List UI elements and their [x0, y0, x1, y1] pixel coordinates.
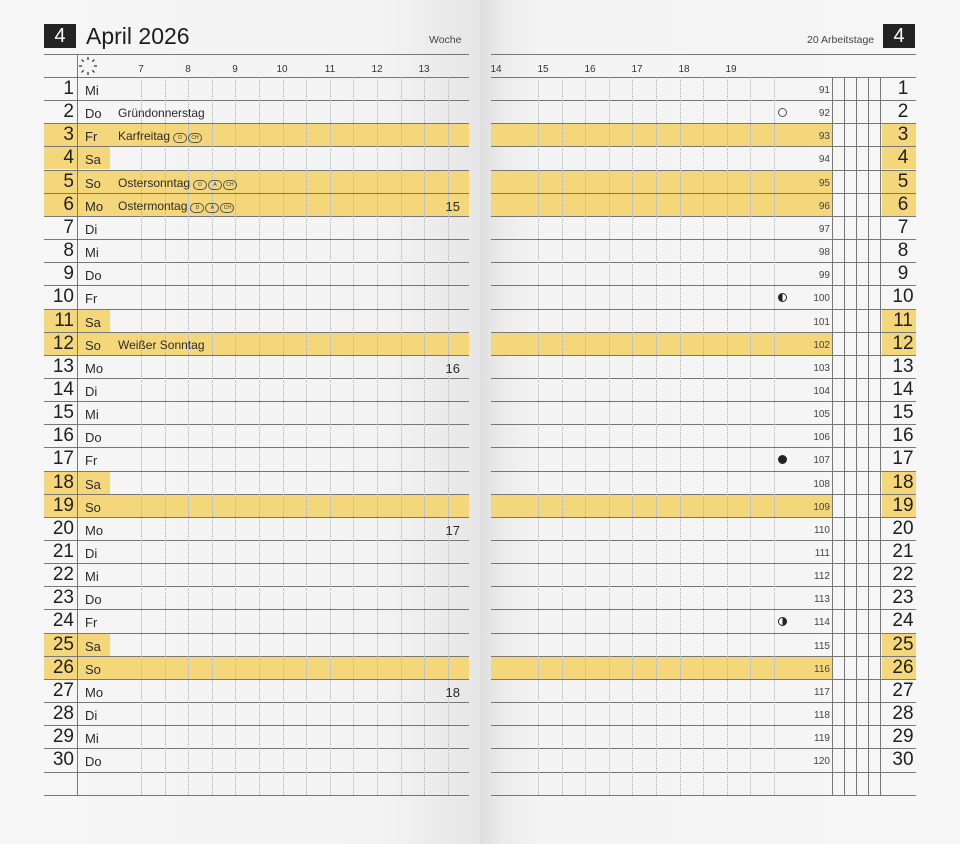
hour-label: 15 [537, 64, 549, 75]
day-number: 6 [63, 193, 74, 215]
hour-label: 18 [678, 64, 690, 75]
weekday-name: Mi [85, 245, 99, 261]
hour-label: 7 [138, 64, 144, 75]
day-number: 29 [52, 726, 74, 748]
month-number-badge-right: 4 [883, 24, 915, 48]
rule-line [491, 54, 916, 55]
rule-line [44, 633, 469, 634]
rule-line [832, 77, 833, 795]
holiday-name [118, 102, 205, 124]
last-quarter-moon-icon [778, 293, 787, 302]
day-number: 23 [52, 587, 74, 609]
rule-line [44, 355, 469, 356]
half-hour-line [656, 77, 657, 795]
hour-label: 17 [631, 64, 643, 75]
rule-line [44, 586, 469, 587]
rule-line [44, 54, 469, 55]
day-of-year: 104 [813, 385, 830, 397]
day-of-year: 94 [818, 154, 830, 166]
region-badges [192, 172, 237, 194]
rule-line [44, 216, 469, 217]
holiday-label: Ostermontag [118, 198, 188, 213]
weekday-name: Di [85, 546, 98, 561]
weekday-name: Mo [85, 684, 104, 700]
holiday-label: Ostersonntag [118, 175, 191, 190]
week-label: Woche [429, 34, 462, 46]
rule-line [77, 54, 78, 795]
day-number-right: 30 [892, 749, 914, 771]
day-number: 3 [63, 124, 74, 146]
day-number-right: 18 [892, 471, 914, 493]
day-of-year: 101 [813, 316, 830, 328]
month-number-badge: 4 [44, 24, 76, 48]
rule-line [44, 401, 469, 402]
weekday-name: Sa [85, 314, 101, 330]
rule-line [491, 795, 916, 796]
half-hour-line [401, 77, 402, 795]
day-number-right: 10 [892, 286, 914, 308]
hour-label: 8 [185, 64, 191, 75]
day-number: 4 [63, 147, 74, 169]
rule-line [44, 447, 469, 448]
day-of-year: 117 [814, 686, 830, 698]
hour-label: 13 [418, 64, 430, 75]
day-number-right: 24 [892, 610, 914, 632]
day-number: 14 [52, 378, 74, 400]
day-of-year: 109 [813, 501, 830, 513]
highlight-band [44, 171, 469, 193]
day-number: 18 [52, 471, 74, 493]
rule-line [44, 656, 469, 657]
rule-line [44, 262, 469, 263]
day-number: 5 [63, 170, 74, 192]
highlight-band [491, 495, 832, 517]
rule-line [844, 77, 845, 795]
day-number-right: 14 [892, 378, 914, 400]
rule-line [44, 170, 469, 171]
day-number: 7 [63, 216, 74, 238]
weekday-name: Mi [85, 731, 99, 747]
day-number-right: 8 [897, 240, 909, 262]
day-number-right: 16 [892, 425, 914, 447]
hour-label: 19 [725, 64, 737, 75]
half-hour-line [585, 77, 586, 795]
region-badge: D [190, 203, 204, 213]
day-of-year: 95 [818, 177, 830, 189]
day-number-right: 1 [897, 78, 909, 99]
day-number: 13 [52, 355, 74, 377]
rule-line [44, 123, 469, 124]
day-number-right: 26 [892, 656, 914, 678]
weekday-name: Mo [85, 198, 104, 214]
day-number: 16 [52, 425, 74, 447]
half-hour-line [750, 77, 751, 795]
hour-label: 10 [276, 64, 288, 75]
day-of-year: 113 [814, 594, 830, 606]
region-badge: CH [188, 133, 202, 143]
weekday-name: Di [85, 383, 98, 399]
holiday-name [118, 195, 234, 217]
day-number: 9 [63, 263, 74, 285]
day-number-right: 25 [892, 633, 914, 655]
weekday-name: Mi [85, 83, 99, 98]
weekday-name: Di [85, 708, 98, 724]
rule-line [880, 77, 881, 795]
region-badge: CH [220, 203, 234, 213]
rule-line [44, 378, 469, 379]
week-number: 16 [445, 360, 460, 376]
day-number-right: 23 [892, 587, 914, 609]
holiday-name [118, 125, 202, 147]
half-hour-line [538, 77, 539, 795]
rule-line [44, 239, 469, 240]
day-number: 22 [52, 564, 74, 586]
weekday-name: Mo [85, 522, 104, 538]
half-hour-line [562, 77, 563, 795]
highlight-band [491, 194, 832, 216]
half-hour-line [727, 77, 728, 795]
weekday-name: Do [85, 592, 102, 608]
day-of-year: 102 [813, 339, 830, 351]
day-number: 12 [52, 332, 74, 354]
highlight-band [44, 657, 469, 679]
day-number: 15 [52, 402, 74, 424]
day-of-year: 98 [818, 247, 830, 259]
first-quarter-moon-icon [778, 617, 787, 626]
day-number-right: 17 [892, 448, 914, 470]
day-number-right: 28 [892, 703, 914, 725]
rule-line [44, 193, 469, 194]
day-number-right: 27 [892, 679, 914, 701]
day-number-right: 22 [892, 564, 914, 586]
day-number-right: 19 [892, 494, 914, 516]
day-of-year: 119 [814, 733, 830, 745]
region-badge: D [173, 133, 187, 143]
rule-line [44, 517, 469, 518]
rule-line [44, 772, 469, 773]
day-number: 10 [52, 286, 74, 308]
rule-line [856, 77, 857, 795]
day-number: 8 [63, 240, 74, 262]
day-number-right: 9 [897, 263, 909, 285]
day-number: 11 [54, 309, 74, 331]
day-number-right: 4 [897, 147, 909, 169]
weekday-name: Sa [85, 152, 101, 168]
weekday-name: So [85, 499, 101, 515]
holiday-name [118, 334, 205, 356]
half-hour-line [703, 77, 704, 795]
holiday-label: Weißer Sonntag [118, 337, 205, 352]
weekday-name: So [85, 661, 101, 677]
day-of-year: 114 [814, 617, 830, 629]
day-number: 30 [52, 749, 74, 771]
day-number: 24 [52, 610, 74, 632]
day-number-right: 5 [897, 170, 909, 192]
day-of-year: 108 [813, 478, 830, 490]
half-hour-line [259, 77, 260, 795]
day-of-year: 107 [813, 455, 830, 467]
rule-line [44, 563, 469, 564]
weekday-name: Sa [85, 476, 101, 492]
day-number: 26 [52, 656, 74, 678]
week-number: 15 [445, 198, 460, 214]
highlight-band [44, 124, 469, 146]
day-number: 27 [52, 679, 74, 701]
day-number: 28 [52, 703, 74, 725]
rule-line [44, 77, 469, 78]
half-hour-line [283, 77, 284, 795]
weekday-name: Mi [85, 569, 99, 585]
day-number: 21 [52, 541, 74, 562]
highlight-band [491, 171, 832, 193]
rule-line [44, 100, 469, 101]
rule-line [44, 309, 469, 310]
region-badges [172, 125, 202, 147]
rule-line [44, 609, 469, 610]
day-of-year: 112 [814, 571, 830, 583]
day-number-right: 6 [897, 193, 909, 215]
highlight-band [44, 194, 469, 216]
region-badge: A [208, 180, 222, 190]
holiday-label: Karfreitag [118, 129, 171, 144]
half-hour-line [609, 77, 610, 795]
day-of-year: 93 [818, 131, 830, 143]
day-of-year: 115 [814, 640, 830, 652]
day-of-year: 106 [813, 432, 830, 444]
rule-line [44, 748, 469, 749]
day-of-year: 91 [818, 85, 830, 96]
day-of-year: 105 [813, 409, 830, 421]
weekday-name: So [85, 175, 101, 191]
region-badge: D [193, 180, 207, 190]
day-number: 25 [52, 633, 74, 655]
highlight-band [44, 495, 469, 517]
day-number-right: 3 [897, 124, 909, 146]
region-badges [189, 195, 234, 217]
rule-line [44, 679, 469, 680]
weekday-name: Fr [85, 615, 98, 631]
day-of-year: 97 [818, 223, 830, 235]
half-hour-line [680, 77, 681, 795]
weekday-name: Do [85, 106, 102, 122]
rule-line [44, 285, 469, 286]
highlight-band [491, 657, 832, 679]
right-page [480, 0, 960, 844]
day-number-right: 15 [892, 402, 914, 424]
weekday-name: Fr [85, 129, 98, 145]
rule-line [44, 540, 469, 541]
rule-line [44, 702, 469, 703]
day-number: 1 [63, 78, 74, 99]
half-hour-line [632, 77, 633, 795]
new-moon-icon [778, 455, 787, 464]
day-number-right: 21 [892, 541, 914, 562]
region-badge: A [205, 203, 219, 213]
day-number: 19 [52, 494, 74, 516]
day-number: 2 [63, 101, 74, 123]
rule-line [44, 424, 469, 425]
full-moon-icon [778, 108, 787, 117]
weekday-name: So [85, 337, 101, 353]
weekday-name: Fr [85, 453, 98, 469]
highlight-band [491, 333, 832, 355]
day-of-year: 111 [814, 548, 830, 559]
day-of-year: 116 [814, 663, 830, 675]
day-number: 17 [52, 448, 74, 470]
day-number-right: 20 [892, 517, 914, 539]
highlight-band [491, 124, 832, 146]
half-hour-line [306, 77, 307, 795]
day-of-year: 99 [818, 270, 830, 282]
holiday-name [118, 172, 237, 194]
holiday-label: Gründonnerstag [118, 106, 205, 121]
day-number-right: 7 [897, 216, 909, 238]
half-hour-line [774, 77, 775, 795]
day-of-year: 96 [818, 200, 830, 212]
day-of-year: 120 [813, 756, 830, 768]
rule-line [44, 471, 469, 472]
weekday-name: Mi [85, 407, 99, 423]
half-hour-line [377, 77, 378, 795]
sunrise-icon [78, 56, 98, 76]
highlight-band [44, 333, 469, 355]
day-of-year: 110 [814, 524, 830, 536]
day-number-right: 11 [893, 309, 913, 331]
rule-line [44, 795, 469, 796]
hour-label: 12 [371, 64, 383, 75]
hour-label: 14 [490, 64, 502, 75]
day-number-right: 12 [892, 332, 914, 354]
week-number: 17 [445, 522, 460, 538]
weekday-name: Do [85, 268, 102, 284]
hour-label: 16 [584, 64, 596, 75]
weekday-name: Sa [85, 638, 101, 654]
rule-line [868, 77, 869, 795]
workdays-label: 20 Arbeitstage [807, 34, 875, 46]
rule-line [44, 146, 469, 147]
rule-line [44, 725, 469, 726]
week-number: 18 [445, 684, 460, 700]
weekday-name: Fr [85, 291, 98, 307]
day-of-year: 118 [814, 710, 830, 722]
hour-label: 9 [232, 64, 238, 75]
rule-line [44, 494, 469, 495]
day-of-year: 103 [813, 362, 830, 374]
hour-label: 11 [324, 64, 336, 75]
weekday-name: Do [85, 754, 102, 770]
day-number-right: 29 [892, 726, 914, 748]
half-hour-line [353, 77, 354, 795]
half-hour-line [330, 77, 331, 795]
day-of-year: 92 [818, 108, 830, 120]
weekday-name: Do [85, 430, 102, 446]
day-number-right: 13 [892, 355, 914, 377]
region-badge: CH [223, 180, 237, 190]
month-title: April 2026 [86, 23, 190, 49]
day-number: 20 [52, 517, 74, 539]
day-of-year: 100 [813, 293, 830, 305]
weekday-name: Di [85, 221, 98, 237]
day-number-right: 2 [897, 101, 909, 123]
rule-line [44, 332, 469, 333]
weekday-name: Mo [85, 360, 104, 376]
